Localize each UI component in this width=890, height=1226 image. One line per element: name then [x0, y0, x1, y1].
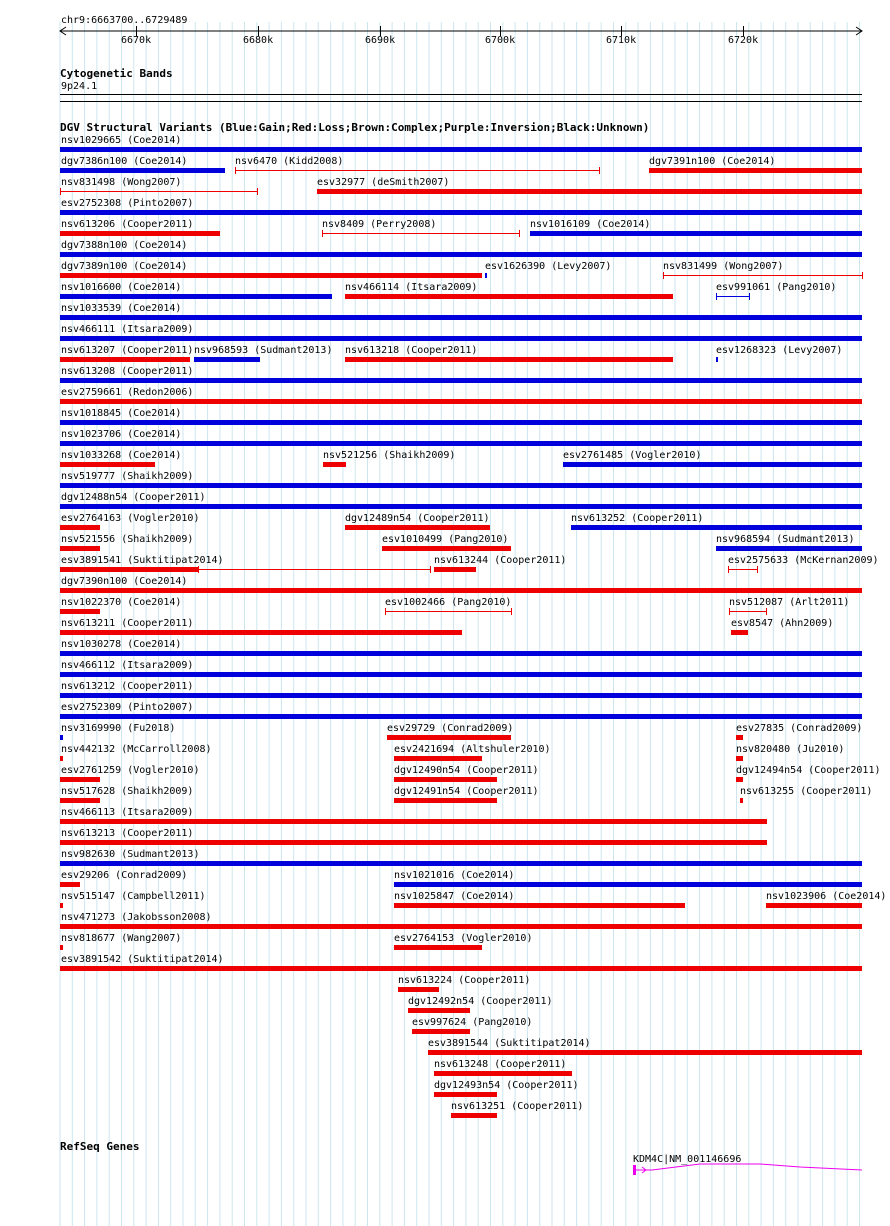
variant-label[interactable]: dgv12489n54 (Cooper2011) [345, 513, 490, 524]
variant-label[interactable]: nsv613252 (Cooper2011) [571, 513, 704, 524]
variant-label[interactable]: nsv1033539 (Coe2014) [61, 303, 182, 314]
variant-label[interactable]: nsv3169990 (Fu2018) [61, 723, 176, 734]
variant-label[interactable]: esv2752308 (Pinto2007) [61, 198, 194, 209]
variant-label[interactable]: dgv7389n100 (Coe2014) [61, 261, 188, 272]
variant-label[interactable]: nsv818677 (Wang2007) [61, 933, 182, 944]
variant-label[interactable]: esv2575633 (McKernan2009) [728, 555, 879, 566]
variant-label[interactable]: esv1002466 (Pang2010) [385, 597, 512, 608]
ruler-tick-label: 6670k [121, 35, 152, 46]
variant-label[interactable]: esv3891541 (Suktitipat2014) [61, 555, 224, 566]
variant-label[interactable]: esv29206 (Conrad2009) [61, 870, 188, 881]
dgv-track-title: DGV Structural Variants (Blue:Gain;Red:Loss;Brown:Complex;Purple:Inversion;Black:Unknown) [60, 121, 650, 134]
variant-label[interactable]: esv3891544 (Suktitipat2014) [428, 1038, 591, 1049]
variant-label[interactable]: nsv1033268 (Coe2014) [61, 450, 182, 461]
variant-label[interactable]: esv8547 (Ahn2009) [731, 618, 834, 629]
variant-label[interactable]: esv1626390 (Levy2007) [485, 261, 612, 272]
variant-label[interactable]: nsv820480 (Ju2010) [736, 744, 845, 755]
variant-label[interactable]: nsv613251 (Cooper2011) [451, 1101, 584, 1112]
variant-label[interactable]: nsv517628 (Shaikh2009) [61, 786, 194, 797]
variant-label[interactable]: dgv12491n54 (Cooper2011) [394, 786, 539, 797]
variant-label[interactable]: nsv613211 (Cooper2011) [61, 618, 194, 629]
variant-label[interactable]: nsv6470 (Kidd2008) [235, 156, 344, 167]
variant-label[interactable]: nsv521256 (Shaikh2009) [323, 450, 456, 461]
ruler-tick-label: 6720k [728, 35, 759, 46]
location-label: chr9:6663700..6729489 [61, 15, 188, 26]
variant-label[interactable]: nsv515147 (Campbell2011) [61, 891, 206, 902]
variant-label[interactable]: nsv1021016 (Coe2014) [394, 870, 515, 881]
variant-label[interactable]: nsv512087 (Arlt2011) [729, 597, 850, 608]
variant-label[interactable]: esv2761485 (Vogler2010) [563, 450, 702, 461]
variant-label[interactable]: nsv1030278 (Coe2014) [61, 639, 182, 650]
variant-label[interactable]: esv2764163 (Vogler2010) [61, 513, 200, 524]
variant-label[interactable]: dgv12494n54 (Cooper2011) [736, 765, 881, 776]
variant-label[interactable]: dgv12490n54 (Cooper2011) [394, 765, 539, 776]
refseq-track-title: RefSeq Genes [60, 1140, 140, 1153]
variant-label[interactable]: nsv613255 (Cooper2011) [740, 786, 873, 797]
variant-label[interactable]: esv32977 (deSmith2007) [317, 177, 450, 188]
variant-label[interactable]: nsv8409 (Perry2008) [322, 219, 437, 230]
variant-label[interactable]: nsv1018845 (Coe2014) [61, 408, 182, 419]
cytoband-title: Cytogenetic Bands [60, 67, 173, 80]
variant-label[interactable]: esv2761259 (Vogler2010) [61, 765, 200, 776]
variant-label[interactable]: nsv519777 (Shaikh2009) [61, 471, 194, 482]
ruler-tick-label: 6690k [365, 35, 396, 46]
variant-label[interactable]: nsv613206 (Cooper2011) [61, 219, 194, 230]
variant-label[interactable]: nsv466114 (Itsara2009) [345, 282, 478, 293]
variant-label[interactable]: nsv613212 (Cooper2011) [61, 681, 194, 692]
variant-label[interactable]: nsv613218 (Cooper2011) [345, 345, 478, 356]
variant-label[interactable]: nsv1016600 (Coe2014) [61, 282, 182, 293]
cytoband-label: 9p24.1 [61, 81, 98, 92]
variant-label[interactable]: esv997624 (Pang2010) [412, 1017, 533, 1028]
variant-label[interactable]: nsv613213 (Cooper2011) [61, 828, 194, 839]
variant-label[interactable]: esv3891542 (Suktitipat2014) [61, 954, 224, 965]
variant-label[interactable]: nsv613207 (Cooper2011) [61, 345, 194, 356]
variant-label[interactable]: esv29729 (Conrad2009) [387, 723, 514, 734]
variant-label[interactable]: dgv12492n54 (Cooper2011) [408, 996, 553, 1007]
variant-label[interactable]: nsv466113 (Itsara2009) [61, 807, 194, 818]
variant-label[interactable]: nsv982630 (Sudmant2013) [61, 849, 200, 860]
variant-label[interactable]: nsv613244 (Cooper2011) [434, 555, 567, 566]
gene-label[interactable]: KDM4C|NM_001146696 [633, 1154, 742, 1165]
variant-label[interactable]: esv2764153 (Vogler2010) [394, 933, 533, 944]
variant-label[interactable]: nsv831498 (Wong2007) [61, 177, 182, 188]
ruler-tick-label: 6710k [606, 35, 637, 46]
variant-label[interactable]: dgv12493n54 (Cooper2011) [434, 1080, 579, 1091]
variant-label[interactable]: nsv1029665 (Coe2014) [61, 135, 182, 146]
variant-label[interactable]: nsv968594 (Sudmant2013) [716, 534, 855, 545]
variant-label[interactable]: nsv613248 (Cooper2011) [434, 1059, 567, 1070]
variant-label[interactable]: nsv471273 (Jakobsson2008) [61, 912, 212, 923]
variant-label[interactable]: nsv466111 (Itsara2009) [61, 324, 194, 335]
variant-label[interactable]: nsv1025847 (Coe2014) [394, 891, 515, 902]
variant-label[interactable]: dgv7391n100 (Coe2014) [649, 156, 776, 167]
variant-label[interactable]: esv2752309 (Pinto2007) [61, 702, 194, 713]
variant-label[interactable]: esv991061 (Pang2010) [716, 282, 837, 293]
variant-label[interactable]: nsv466112 (Itsara2009) [61, 660, 194, 671]
variant-label[interactable]: esv2421694 (Altshuler2010) [394, 744, 551, 755]
variant-label[interactable]: nsv613224 (Cooper2011) [398, 975, 531, 986]
variant-label[interactable]: dgv7390n100 (Coe2014) [61, 576, 188, 587]
variant-label[interactable]: nsv831499 (Wong2007) [663, 261, 784, 272]
variant-label[interactable]: dgv7386n100 (Coe2014) [61, 156, 188, 167]
variant-label[interactable]: dgv12488n54 (Cooper2011) [61, 492, 206, 503]
variant-label[interactable]: nsv1022370 (Coe2014) [61, 597, 182, 608]
variant-label[interactable]: esv27835 (Conrad2009) [736, 723, 863, 734]
variant-label[interactable]: esv1010499 (Pang2010) [382, 534, 509, 545]
variant-label[interactable]: nsv968593 (Sudmant2013) [194, 345, 333, 356]
variant-label[interactable]: nsv521556 (Shaikh2009) [61, 534, 194, 545]
ruler-tick-label: 6700k [485, 35, 516, 46]
variant-label[interactable]: nsv442132 (McCarroll2008) [61, 744, 212, 755]
variant-label[interactable]: nsv1023906 (Coe2014) [766, 891, 887, 902]
variant-label[interactable]: esv2759661 (Redon2006) [61, 387, 194, 398]
variant-label[interactable]: esv1268323 (Levy2007) [716, 345, 843, 356]
variant-label[interactable]: nsv1016109 (Coe2014) [530, 219, 651, 230]
ruler-tick-label: 6680k [243, 35, 274, 46]
variant-label[interactable]: dgv7388n100 (Coe2014) [61, 240, 188, 251]
variant-label[interactable]: nsv1023706 (Coe2014) [61, 429, 182, 440]
variant-label[interactable]: nsv613208 (Cooper2011) [61, 366, 194, 377]
